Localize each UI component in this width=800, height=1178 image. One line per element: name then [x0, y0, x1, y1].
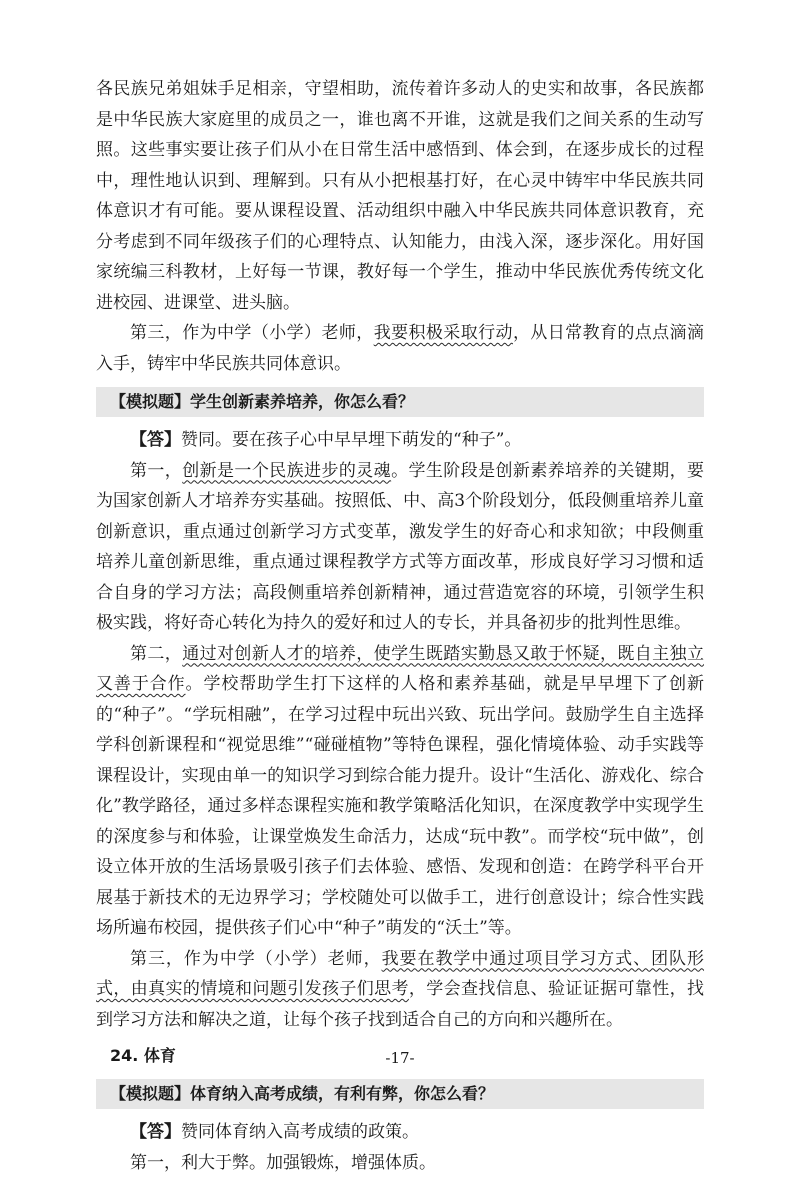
- text-span: 第三，作为中学（小学）老师，: [130, 949, 382, 969]
- text-span: ，学会查找信息、验证证据可靠性，找到学习方法和解决之道，让每个孩子找到适合自己的方向和兴趣所在。: [96, 979, 704, 1030]
- text-span: 第三，作为中学（小学）老师，: [130, 323, 374, 343]
- wavy-underlined-text: 我要在教学中通过项目学习方式、团队形式，由真实的情境和问题引发孩子们思考: [96, 949, 704, 1000]
- mock-question-innovation: 【模拟题】学生创新素养培养，你怎么看？: [96, 387, 704, 417]
- page-number: -17-: [0, 1049, 800, 1067]
- answer-innovation: [96, 425, 704, 456]
- answer-tag: 【答】: [130, 430, 181, 450]
- paragraph-innovation-third: [96, 944, 704, 1036]
- section-heading-sports: 24. 体育: [110, 1041, 704, 1071]
- text-span: 。学校帮助学生打下这样的人格和素养基础，就是早早埋下了创新的“种子”。“学玩相融”，在学习过程中玩出兴致、玩出学问。鼓励学生自主选择学科创新课程和“视觉思维”“碰碰植物”等特色课程，强化情境体验、动手实践等课程设计，实现由单一的知识学习到综合能力提升。设计“生活化、游戏化、综合化”教学路径，通过多样态课程实施和教学策略活化知识，在深度教学中实现学生的深度参与和体验，让课堂焕发生命活力，达成“玩中教”。而学校“玩中做”，创设立体开放的生活场景吸引孩子们去体验、感悟、发现和创造：在跨学科平台开展基于新技术的无边界学习；学校随处可以做手工，进行创意设计；综合性实践场所遍布校园，提供孩子们心中“种子”萌发的“沃土”等。: [96, 674, 704, 938]
- wavy-underlined-text: 创新是一个民族进步的灵魂: [182, 461, 391, 481]
- answer-tag: 【答】: [130, 1122, 181, 1142]
- wavy-underlined-text: 我要积极采取行动: [374, 323, 513, 343]
- text-span: 第二，: [130, 644, 182, 664]
- mock-question-sports: 【模拟题】体育纳入高考成绩，有利有弊，你怎么看？: [96, 1079, 704, 1109]
- paragraph-innovation-second: [96, 639, 704, 944]
- paragraph-sports-first: 第一，利大于弊。加强锻炼，增强体质。: [96, 1148, 704, 1178]
- text-span: ，从日常教育的点点滴滴入手，铸牢中华民族共同体意识。: [96, 323, 704, 374]
- document-page: [96, 74, 704, 1178]
- wavy-underlined-text: 通过对创新人才的培养，使学生既踏实勤恳又敢于怀疑，既自主独立又善于合作: [96, 644, 704, 695]
- text-span: 。学生阶段是创新素养培养的关键期，要为国家创新人才培养夯实基础。按照低、中、高3个阶段划分，低段侧重培养儿童创新意识，重点通过创新学习方式变革，激发学生的好奇心和求知欲；中段侧重培养儿童创新思维，重点通过课程教学方式等方面改革，形成良好学习习惯和适合自身的学习方法；高段侧重培养创新精神，通过营造宽容的环境，引领学生积极实践，将好奇心转化为持久的爱好和过人的专长，并具备初步的批判性思维。: [96, 461, 704, 634]
- paragraph-innovation-first: [96, 456, 704, 639]
- answer-text: 赞同体育纳入高考成绩的政策。: [181, 1122, 419, 1142]
- paragraph-third-action: [96, 318, 704, 379]
- paragraph-ethnic-unity: 各民族兄弟姐妹手足相亲，守望相助，流传着许多动人的史实和故事，各民族都是中华民族大家庭里的成员之一，谁也离不开谁，这就是我们之间关系的生动写照。这些事实要让孩子们从小在日常生活中感悟到、体会到，在逐步成长的过程中，理性地认识到、理解到。只有从小把根基打好，在心灵中铸牢中华民族共同体意识才有可能。要从课程设置、活动组织中融入中华民族共同体意识教育，充分考虑到不同年级孩子们的心理特点、认知能力，由浅入深，逐步深化。用好国家统编三科教材，上好每一节课，教好每一个学生，推动中华民族优秀传统文化进校园、进课堂、进头脑。: [96, 74, 704, 318]
- answer-sports: [96, 1117, 704, 1148]
- answer-text: 赞同。要在孩子心中早早埋下萌发的“种子”。: [181, 430, 521, 450]
- text-span: 第一，: [130, 461, 182, 481]
